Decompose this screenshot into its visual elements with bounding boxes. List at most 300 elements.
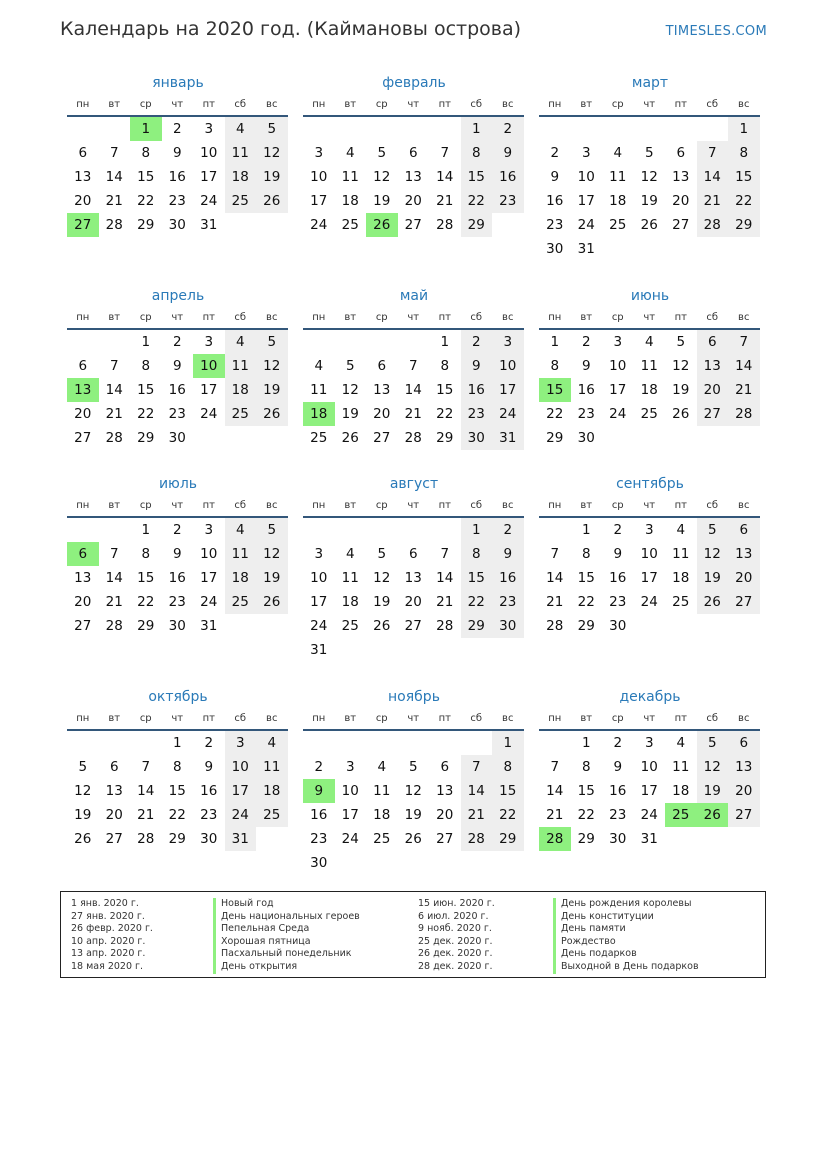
day-cell: 22 [461,189,493,213]
empty-cell [539,731,571,755]
day-cell: 28 [461,827,493,851]
empty-cell [303,117,335,141]
day-cell: 28 [697,213,729,237]
day-cell: 19 [256,378,288,402]
day-cell: 1 [728,117,760,141]
holiday-day-cell: 13 [67,378,99,402]
day-grid [303,518,525,662]
legend-holiday-name: Рождество [553,936,699,949]
month-name: октябрь [148,689,208,705]
month-6 [539,285,761,450]
holiday-day-cell: 28 [539,827,571,851]
month-11 [303,686,525,875]
day-cell: 2 [613,735,623,751]
day-cell: 23 [310,831,328,847]
empty-cell [398,731,430,755]
day-cell: 2 [204,735,214,751]
day-cell: 16 [168,570,186,586]
day-cell: 1 [440,334,450,350]
day-cell: 19 [341,406,359,422]
day-cell: 1 [461,117,493,141]
weekday-label: пт [202,98,215,110]
day-cell: 6 [697,330,729,354]
day-cell: 8 [461,141,493,165]
day-cell: 3 [314,546,324,562]
day-cell: 22 [137,406,155,422]
month-5 [303,285,525,450]
day-cell: 28 [728,402,760,426]
holiday-day-cell: 25 [665,803,697,827]
day-cell: 9 [581,358,591,374]
day-cell: 7 [440,145,450,161]
day-cell: 7 [141,759,151,775]
weekday-label: пн [76,311,90,323]
empty-cell [366,518,398,542]
legend-date: 6 июл. 2020 г. [418,910,489,922]
day-cell: 19 [373,193,391,209]
day-cell: 15 [137,169,155,185]
day-cell: 29 [461,614,493,638]
weekday-label: чт [643,712,656,724]
holiday-day-cell: 6 [67,542,99,566]
day-cell: 4 [256,731,288,755]
day-cell: 21 [728,378,760,402]
day-cell: 21 [436,594,454,610]
day-cell: 10 [341,783,359,799]
day-cell: 15 [137,570,155,586]
weekday-label: сб [470,499,483,511]
empty-cell [335,330,367,354]
day-cell: 27 [74,618,92,634]
day-cell: 13 [404,169,422,185]
day-cell: 7 [461,755,493,779]
weekday-label: вт [344,499,357,511]
month-7 [67,473,289,638]
day-cell: 1 [461,518,493,542]
day-cell: 3 [204,334,214,350]
day-cell: 28 [404,430,422,446]
day-cell: 26 [404,831,422,847]
day-cell: 13 [728,542,760,566]
weekday-label: пт [438,499,451,511]
day-cell: 14 [404,382,422,398]
weekday-label: сб [470,311,483,323]
weekday-label: ср [375,499,388,511]
day-cell: 14 [546,570,564,586]
weekday-label: вс [502,712,514,724]
day-cell: 18 [672,570,690,586]
day-cell: 12 [256,141,288,165]
day-cell: 9 [172,546,182,562]
day-cell: 16 [577,382,595,398]
day-cell: 5 [78,759,88,775]
day-cell: 24 [609,406,627,422]
day-cell: 23 [461,402,493,426]
day-cell: 3 [644,735,654,751]
month-name: декабрь [619,689,681,705]
day-cell: 24 [492,402,524,426]
day-cell: 26 [256,402,288,426]
weekday-label: ср [611,98,624,110]
day-cell: 19 [373,594,391,610]
day-cell: 4 [345,145,355,161]
day-grid [539,117,761,261]
day-cell: 10 [640,759,658,775]
empty-cell [697,117,729,141]
day-cell: 29 [728,213,760,237]
empty-cell [99,330,131,354]
weekday-label: вт [344,311,357,323]
month-4 [67,285,289,450]
day-cell: 30 [577,430,595,446]
day-cell: 1 [581,735,591,751]
day-cell: 3 [314,145,324,161]
weekday-header [67,94,289,114]
day-cell: 31 [225,827,257,851]
day-cell: 25 [341,217,359,233]
day-cell: 26 [373,618,391,634]
day-cell: 27 [404,618,422,634]
legend-holiday-name: Новый год [213,898,360,911]
day-cell: 31 [310,642,328,658]
day-cell: 4 [377,759,387,775]
day-cell: 8 [581,759,591,775]
day-cell: 14 [697,165,729,189]
day-cell: 8 [492,755,524,779]
holiday-day-cell: 27 [67,213,99,237]
legend-date: 10 апр. 2020 г. [71,935,146,947]
day-cell: 31 [200,217,218,233]
day-cell: 26 [74,831,92,847]
day-cell: 13 [697,354,729,378]
day-grid [539,330,761,450]
day-cell: 14 [461,779,493,803]
day-cell: 25 [225,590,257,614]
weekday-header [303,307,525,327]
day-cell: 1 [550,334,560,350]
day-cell: 11 [373,783,391,799]
month-9 [539,473,761,638]
month-name: май [399,288,429,304]
weekday-label: пт [674,98,687,110]
weekday-label: сб [470,98,483,110]
day-cell: 7 [408,358,418,374]
day-cell: 26 [672,406,690,422]
day-grid [303,330,525,450]
day-cell: 23 [492,189,524,213]
day-cell: 3 [204,121,214,137]
day-cell: 8 [440,358,450,374]
day-cell: 1 [492,731,524,755]
day-cell: 31 [640,831,658,847]
day-cell: 10 [609,358,627,374]
day-cell: 10 [310,570,328,586]
day-cell: 6 [377,358,387,374]
day-cell: 18 [225,566,257,590]
day-cell: 6 [728,518,760,542]
weekday-label: ср [139,98,152,110]
legend-holiday-name: День памяти [553,923,699,936]
day-cell: 8 [550,358,560,374]
day-cell: 26 [256,189,288,213]
weekday-label: вс [502,499,514,511]
weekday-label: пн [312,98,326,110]
day-cell: 24 [640,594,658,610]
day-cell: 5 [256,330,288,354]
day-cell: 23 [168,406,186,422]
day-cell: 19 [697,566,729,590]
day-cell: 28 [546,618,564,634]
weekday-label: сб [234,499,247,511]
day-cell: 5 [676,334,686,350]
day-cell: 30 [168,618,186,634]
day-cell: 5 [345,358,355,374]
empty-cell [539,518,571,542]
day-cell: 5 [377,145,387,161]
weekday-label: вс [502,311,514,323]
day-cell: 12 [373,570,391,586]
weekday-header [303,94,525,114]
day-cell: 16 [461,378,493,402]
day-cell: 24 [200,594,218,610]
day-cell: 19 [74,807,92,823]
empty-cell [99,117,131,141]
day-cell: 23 [546,217,564,233]
weekday-label: вс [266,98,278,110]
day-grid [539,731,761,851]
weekday-label: вс [738,98,750,110]
day-cell: 21 [461,803,493,827]
day-cell: 10 [492,354,524,378]
weekday-header [67,495,289,515]
day-cell: 19 [697,779,729,803]
day-cell: 17 [200,169,218,185]
day-cell: 14 [546,783,564,799]
weekday-label: ср [139,712,152,724]
day-cell: 16 [609,783,627,799]
day-cell: 25 [609,217,627,233]
day-cell: 31 [577,241,595,257]
day-cell: 2 [314,759,324,775]
day-cell: 11 [672,546,690,562]
day-cell: 3 [204,522,214,538]
day-cell: 19 [404,807,422,823]
empty-cell [67,117,99,141]
weekday-label: чт [171,712,184,724]
empty-cell [665,117,697,141]
day-cell: 16 [492,165,524,189]
empty-cell [67,518,99,542]
holiday-day-cell: 10 [193,354,225,378]
day-cell: 20 [697,378,729,402]
day-cell: 15 [461,566,493,590]
legend-date: 26 дек. 2020 г. [418,948,493,960]
empty-cell [429,518,461,542]
legend-holiday-name: День национальных героев [213,911,360,924]
day-cell: 16 [609,570,627,586]
empty-cell [366,330,398,354]
day-cell: 2 [172,334,182,350]
day-cell: 20 [672,193,690,209]
day-cell: 13 [105,783,123,799]
day-cell: 27 [373,430,391,446]
month-name: сентябрь [616,476,684,492]
empty-cell [99,731,131,755]
weekday-label: ср [375,98,388,110]
weekday-label: сб [706,311,719,323]
day-cell: 4 [613,145,623,161]
day-cell: 22 [168,807,186,823]
day-cell: 11 [225,542,257,566]
day-cell: 18 [373,807,391,823]
empty-cell [67,731,99,755]
day-cell: 10 [577,169,595,185]
weekday-label: пт [674,712,687,724]
day-cell: 8 [728,141,760,165]
day-cell: 24 [200,193,218,209]
weekday-label: пн [548,98,562,110]
month-name: ноябрь [388,689,440,705]
weekday-header [539,94,761,114]
day-cell: 28 [105,217,123,233]
legend-date: 9 нояб. 2020 г. [418,923,492,935]
day-cell: 3 [345,759,355,775]
empty-cell [67,330,99,354]
empty-cell [303,731,335,755]
day-cell: 21 [105,193,123,209]
empty-cell [429,117,461,141]
day-cell: 24 [640,807,658,823]
day-cell: 5 [256,117,288,141]
day-cell: 25 [310,430,328,446]
day-cell: 26 [256,590,288,614]
weekday-label: ср [611,499,624,511]
empty-cell [130,731,162,755]
day-cell: 8 [461,542,493,566]
day-cell: 29 [461,213,493,237]
day-cell: 15 [728,165,760,189]
weekday-label: сб [234,712,247,724]
day-cell: 11 [640,358,658,374]
day-cell: 21 [404,406,422,422]
day-cell: 11 [609,169,627,185]
day-cell: 12 [697,542,729,566]
day-cell: 29 [546,430,564,446]
day-cell: 3 [492,330,524,354]
day-cell: 24 [200,406,218,422]
weekday-label: вт [580,712,593,724]
day-cell: 30 [200,831,218,847]
day-cell: 10 [640,546,658,562]
day-cell: 30 [492,614,524,638]
weekday-label: пт [438,98,451,110]
weekday-label: пн [76,712,90,724]
weekday-label: пн [76,499,90,511]
weekday-label: пн [312,311,326,323]
day-cell: 30 [609,831,627,847]
day-cell: 22 [436,406,454,422]
weekday-label: пт [202,712,215,724]
day-cell: 16 [546,193,564,209]
day-cell: 21 [436,193,454,209]
day-cell: 18 [672,783,690,799]
day-cell: 28 [105,618,123,634]
day-cell: 23 [492,590,524,614]
day-cell: 27 [436,831,454,847]
empty-cell [461,731,493,755]
weekday-label: пн [548,712,562,724]
day-cell: 29 [137,217,155,233]
day-cell: 19 [256,165,288,189]
day-cell: 27 [728,803,760,827]
day-cell: 4 [225,117,257,141]
day-cell: 27 [697,402,729,426]
day-grid [303,117,525,237]
day-cell: 17 [310,594,328,610]
day-cell: 9 [613,759,623,775]
day-cell: 16 [492,566,524,590]
legend-holiday-name: День рождения королевы [553,898,699,911]
weekday-label: сб [706,98,719,110]
weekday-label: вт [580,311,593,323]
day-cell: 11 [256,755,288,779]
weekday-label: сб [706,499,719,511]
day-cell: 23 [609,807,627,823]
weekday-label: пн [76,98,90,110]
day-cell: 14 [105,169,123,185]
weekday-header [303,495,525,515]
day-cell: 17 [200,570,218,586]
empty-cell [303,518,335,542]
weekday-label: сб [234,311,247,323]
day-cell: 5 [697,518,729,542]
day-cell: 19 [640,193,658,209]
day-cell: 23 [168,594,186,610]
day-cell: 23 [168,193,186,209]
day-cell: 30 [546,241,564,257]
empty-cell [571,117,603,141]
day-cell: 20 [436,807,454,823]
day-cell: 17 [492,378,524,402]
day-cell: 17 [640,783,658,799]
site-link[interactable]: TIMESLES.COM [665,24,767,39]
day-cell: 10 [200,145,218,161]
day-cell: 25 [640,406,658,422]
day-cell: 4 [314,358,324,374]
legend-date: 1 янв. 2020 г. [71,898,139,909]
legend-date: 25 дек. 2020 г. [418,935,493,947]
month-1 [67,72,289,237]
day-cell: 9 [613,546,623,562]
day-cell: 22 [546,406,564,422]
day-cell: 30 [310,855,328,871]
legend-holiday-name: Пепельная Среда [213,923,360,936]
legend-right-names [553,898,699,974]
day-cell: 14 [105,382,123,398]
holiday-day-cell: 15 [539,378,571,402]
day-cell: 13 [728,755,760,779]
day-cell: 22 [728,189,760,213]
day-cell: 4 [644,334,654,350]
day-cell: 20 [728,779,760,803]
day-cell: 17 [577,193,595,209]
day-cell: 28 [436,618,454,634]
day-cell: 16 [310,807,328,823]
weekday-label: вт [108,98,121,110]
day-cell: 14 [105,570,123,586]
weekday-label: вс [738,499,750,511]
weekday-header [539,495,761,515]
